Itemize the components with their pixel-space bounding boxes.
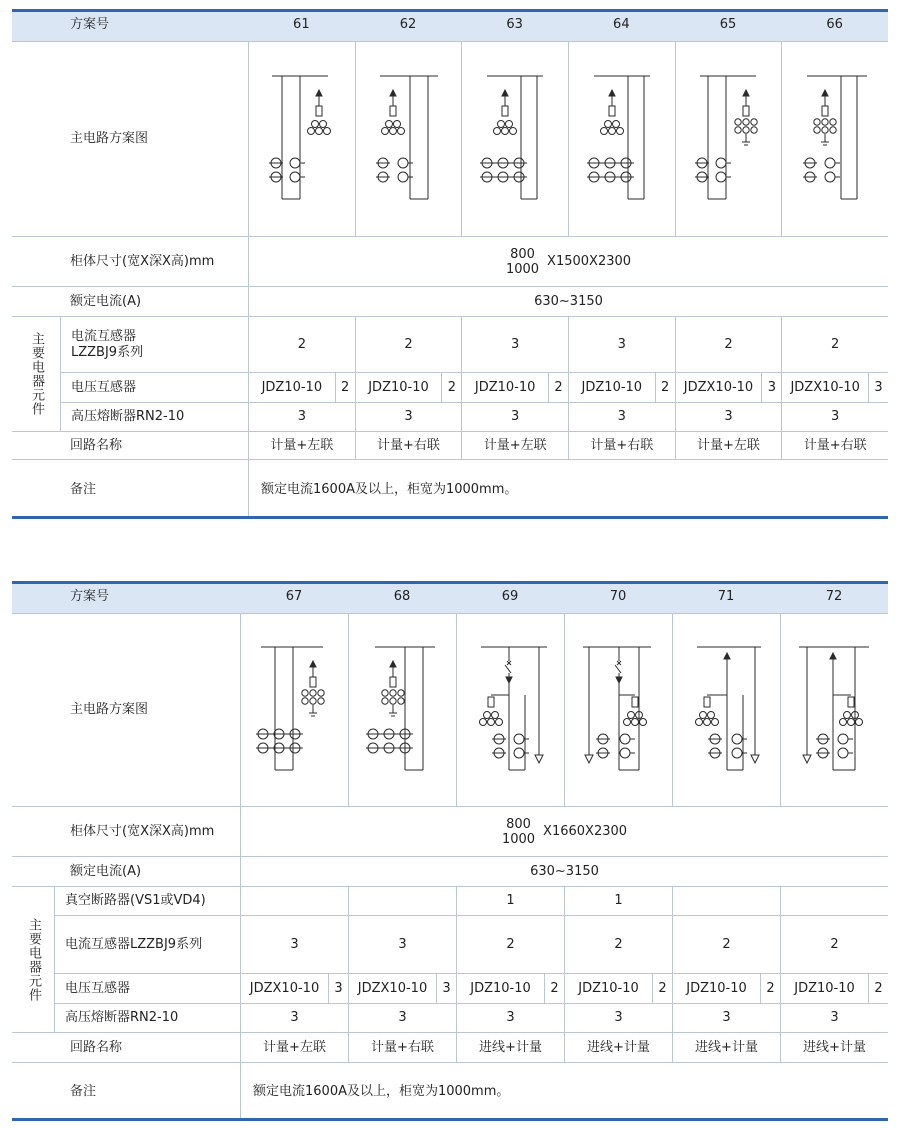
vt-row-label: 电压互感器 (54, 974, 240, 1004)
size-row-label: 柜体尺寸(宽X深X高)mm (12, 807, 240, 857)
vt-count: 2 (760, 974, 780, 1003)
scheme-number: 61 (248, 9, 355, 42)
vt-cell (456, 974, 564, 1004)
circuit-name: 计量+左联 (461, 432, 568, 460)
circuit-diagram-icon (465, 64, 565, 214)
ct-value: 3 (348, 916, 456, 974)
vt-model: JDZX10-10 (249, 980, 320, 996)
current-row-label: 额定电流(A) (12, 287, 248, 317)
circuit-diagram-62 (355, 42, 462, 237)
scheme-number: 70 (564, 581, 672, 614)
circuit-name: 计量+左联 (675, 432, 782, 460)
circuit-diagram-69 (456, 614, 564, 807)
remark-text: 额定电流1600A及以上，柜宽为1000mm。 (248, 460, 888, 519)
scheme-table-61-66 (12, 9, 888, 519)
cabinet-size-value (240, 807, 888, 857)
scheme-number: 67 (240, 581, 348, 614)
vt-model: JDZ10-10 (470, 980, 531, 996)
circuit-row-label: 回路名称 (12, 432, 248, 460)
circuit-name: 进线+计量 (780, 1033, 888, 1063)
circuit-name: 计量+右联 (781, 432, 888, 460)
circuit-name: 计量+右联 (355, 432, 462, 460)
vt-count: 3 (436, 974, 456, 1003)
circuit-diagram-icon (569, 635, 669, 785)
circuit-name: 计量+右联 (348, 1033, 456, 1063)
fuse-value: 3 (240, 1004, 348, 1033)
circuit-diagram-icon (245, 635, 345, 785)
ct-label-line-1: 电流互感器 (71, 328, 137, 344)
fuse-row-label: 高压熔断器RN2-10 (60, 403, 248, 432)
vt-model: JDZ10-10 (794, 980, 855, 996)
ct-row-label (60, 317, 248, 373)
fuse-value: 3 (675, 403, 782, 432)
vt-model: JDZX10-10 (790, 379, 860, 395)
vt-count: 2 (652, 974, 672, 1003)
breaker-value: 1 (564, 887, 672, 916)
vt-model: JDZ10-10 (368, 379, 429, 395)
ct-value: 2 (248, 317, 355, 373)
size-width-b: 1000 (501, 831, 536, 847)
rated-current-value: 630~3150 (240, 857, 888, 887)
diagram-row-label: 主电路方案图 (12, 614, 240, 807)
vt-cell (781, 373, 888, 403)
vt-model: JDZ10-10 (581, 379, 643, 395)
size-depth-height: X1660X2300 (543, 823, 628, 839)
vt-cell (355, 373, 462, 403)
ct-value: 2 (781, 317, 888, 373)
scheme-number: 65 (675, 9, 782, 42)
vt-cell (675, 373, 782, 403)
circuit-diagram-65 (675, 42, 782, 237)
vt-count: 2 (441, 373, 461, 402)
circuit-diagram-icon (353, 635, 453, 785)
circuit-diagram-72 (780, 614, 888, 807)
vt-cell (461, 373, 568, 403)
circuit-diagram-64 (568, 42, 675, 237)
scheme-number: 66 (781, 9, 888, 42)
circuit-diagram-icon (358, 64, 458, 214)
fuse-value: 3 (564, 1004, 672, 1033)
ct-value: 2 (355, 317, 462, 373)
circuit-diagram-icon (677, 635, 777, 785)
components-group-label: 主要电器元件 (12, 887, 54, 1033)
current-row-label: 额定电流(A) (12, 857, 240, 887)
scheme-number: 72 (780, 581, 888, 614)
size-depth-height: X1500X2300 (547, 253, 632, 269)
circuit-name: 计量+左联 (240, 1033, 348, 1063)
scheme-number: 62 (355, 9, 462, 42)
circuit-diagram-66 (781, 42, 888, 237)
fuse-value: 3 (461, 403, 568, 432)
fuse-value: 3 (781, 403, 888, 432)
vt-model: JDZ10-10 (686, 980, 747, 996)
circuit-diagram-68 (348, 614, 456, 807)
diagram-row-label: 主电路方案图 (12, 42, 248, 237)
scheme-number: 63 (461, 9, 568, 42)
vt-count: 3 (868, 373, 888, 402)
vt-cell (672, 974, 780, 1004)
circuit-diagram-61 (248, 42, 355, 237)
breaker-value (780, 887, 888, 916)
circuit-diagram-icon (785, 64, 885, 214)
vt-cell (348, 974, 456, 1004)
circuit-name: 计量+右联 (568, 432, 675, 460)
vt-count: 2 (548, 373, 568, 402)
remark-row-label: 备注 (70, 1084, 97, 1099)
header-scheme-label: 方案号 (12, 9, 248, 42)
vt-model: JDZ10-10 (261, 379, 323, 395)
fuse-value: 3 (780, 1004, 888, 1033)
circuit-name: 进线+计量 (564, 1033, 672, 1063)
remark-row-label: 备注 (70, 481, 97, 497)
fuse-value: 3 (456, 1004, 564, 1033)
ct-value: 2 (672, 916, 780, 974)
vt-count: 2 (335, 373, 355, 402)
vt-cell (780, 974, 888, 1004)
circuit-name: 进线+计量 (672, 1033, 780, 1063)
fuse-value: 3 (568, 403, 675, 432)
circuit-diagram-71 (672, 614, 780, 807)
scheme-number: 64 (568, 9, 675, 42)
circuit-row-label: 回路名称 (12, 1033, 240, 1063)
size-width-a: 800 (510, 246, 535, 262)
components-group-label: 主要电器元件 (12, 317, 60, 432)
vt-model: JDZ10-10 (578, 980, 639, 996)
breaker-value: 1 (456, 887, 564, 916)
scheme-table-67-72 (12, 581, 888, 1121)
remark-text: 额定电流1600A及以上，柜宽为1000mm。 (240, 1063, 888, 1121)
scheme-number: 69 (456, 581, 564, 614)
vt-cell (564, 974, 672, 1004)
fuse-row-label: 高压熔断器RN2-10 (54, 1004, 240, 1033)
ct-label-line-2: LZZBJ9系列 (71, 344, 144, 360)
breaker-row-label: 真空断路器(VS1或VD4) (54, 887, 240, 916)
ct-value: 2 (456, 916, 564, 974)
vt-row-label: 电压互感器 (60, 373, 248, 403)
vt-model: JDZX10-10 (357, 980, 428, 996)
circuit-name: 计量+左联 (248, 432, 355, 460)
scheme-number: 68 (348, 581, 456, 614)
ct-value: 3 (461, 317, 568, 373)
size-width-a: 800 (506, 816, 531, 832)
vt-count: 2 (544, 974, 564, 1003)
vt-cell (240, 974, 348, 1004)
rated-current-value: 630~3150 (248, 287, 888, 317)
fuse-value: 3 (248, 403, 355, 432)
circuit-diagram-icon (678, 64, 778, 214)
cabinet-size-value (248, 237, 888, 287)
vt-model: JDZ10-10 (474, 379, 536, 395)
circuit-diagram-icon (572, 64, 672, 214)
vt-model: JDZX10-10 (683, 379, 754, 395)
vt-count: 2 (655, 373, 675, 402)
breaker-value (240, 887, 348, 916)
vt-count: 3 (761, 373, 781, 402)
circuit-diagram-icon (461, 635, 561, 785)
circuit-name: 进线+计量 (456, 1033, 564, 1063)
vt-count: 2 (868, 974, 888, 1003)
header-scheme-label: 方案号 (12, 581, 240, 614)
size-width-b: 1000 (505, 261, 540, 277)
vt-cell (568, 373, 675, 403)
ct-row-label: 电流互感器LZZBJ9系列 (54, 916, 240, 974)
fuse-value: 3 (355, 403, 462, 432)
breaker-value (348, 887, 456, 916)
ct-value: 3 (240, 916, 348, 974)
ct-value: 2 (564, 916, 672, 974)
size-row-label: 柜体尺寸(宽X深X高)mm (12, 237, 248, 287)
circuit-diagram-icon (252, 64, 352, 214)
scheme-number: 71 (672, 581, 780, 614)
fuse-value: 3 (672, 1004, 780, 1033)
circuit-diagram-63 (461, 42, 568, 237)
vt-count: 3 (328, 974, 348, 1003)
breaker-value (672, 887, 780, 916)
vt-cell (248, 373, 355, 403)
circuit-diagram-67 (240, 614, 348, 807)
circuit-diagram-icon (785, 635, 885, 785)
fuse-value: 3 (348, 1004, 456, 1033)
ct-value: 2 (675, 317, 782, 373)
ct-value: 3 (568, 317, 675, 373)
circuit-diagram-70 (564, 614, 672, 807)
ct-value: 2 (780, 916, 888, 974)
